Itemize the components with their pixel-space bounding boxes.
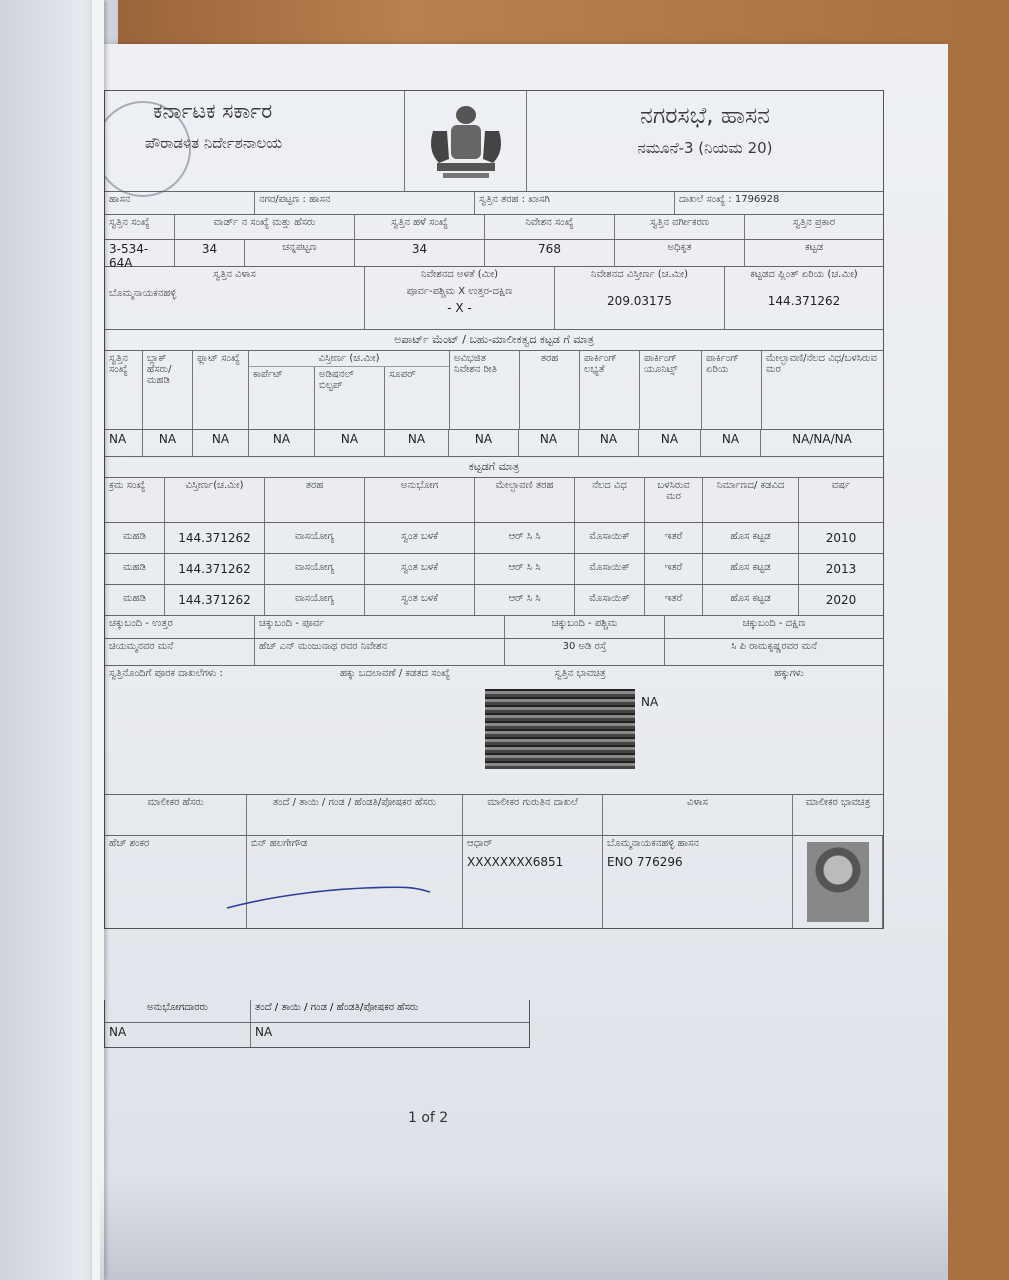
apt-col-type: ತರಹ <box>520 351 580 429</box>
municipality-title-block <box>527 91 883 191</box>
label-address: ಸ್ವತ್ತಿನ ವಿಳಾಸ <box>213 269 256 280</box>
apt-value: NA/NA/NA <box>792 432 852 446</box>
boundary-south-label: ಚಕ್ಕುಬಂದಿ - ದಕ್ಷಿಣ <box>742 618 806 629</box>
apartment-section-title: ಅಪಾರ್ಟ್ ಮೆಂಟ್ / ಬಹು-ಮಾಲೀಕತ್ವದ ಕಟ್ಟಡ ಗೆ ಮಾತ್ರ <box>105 330 883 351</box>
apt-col-additional: ಅಡಿಷನಲ್ ಬಿಲ್ಟಪ್ <box>315 367 385 429</box>
apartment-header-row <box>105 351 883 430</box>
apt-col-undivided: ಅವಿಭಜಿತ ನಿವೇಶನ ರೀತಿ <box>450 351 520 429</box>
state-emblem <box>405 91 527 191</box>
building-row <box>105 554 883 585</box>
bld-wood: ಇತರೆ <box>645 554 703 584</box>
address-cell <box>105 267 365 329</box>
occupant-col-name: ಅನುಭೋಗದಾರರು <box>105 1000 251 1022</box>
building-row <box>105 585 883 616</box>
bld-year: 2010 <box>825 531 857 545</box>
apt-area-title: ವಿಸ್ತೀರ್ಣ (ಚ.ಮೀ) <box>249 351 449 367</box>
bld-roof: ಆರ್ ಸಿ ಸಿ <box>475 585 575 615</box>
bld-wood: ಇತರೆ <box>645 523 703 553</box>
bld-roof: ಆರ್ ಸಿ ಸಿ <box>475 523 575 553</box>
info-row-3 <box>105 267 883 330</box>
apt-value: NA <box>519 430 579 456</box>
bld-col-usage: ಅನುಭೋಗ <box>365 478 475 522</box>
site-area-cell <box>555 267 725 329</box>
binder-edge <box>92 0 104 1280</box>
owner-parent: ಬಿನ್ ಹಲಗೇಗೌಡ <box>247 836 463 928</box>
bld-usage: ಸ್ವಂತ ಬಳಕೆ <box>365 523 475 553</box>
rights-cell <box>695 666 883 794</box>
owner-address: ಬೊಮ್ಮನಾಯಕನಹಳ್ಳಿ ಹಾಸನ <box>607 838 699 849</box>
directorate-title: ಪೌರಾಡಳಿತ ನಿರ್ದೇಶನಾಲಯ <box>145 134 283 152</box>
occupant-table <box>104 1000 530 1048</box>
site-area: 209.03175 <box>607 294 672 308</box>
apt-value: NA <box>385 430 449 456</box>
bld-type: ವಾಸಯೋಗ್ಯ <box>265 523 365 553</box>
apt-area-group <box>249 351 450 429</box>
apt-value: NA <box>449 430 519 456</box>
building-header-row <box>105 478 883 523</box>
property-type: ಸ್ವತ್ತಿನ ತರಹ : ಖಾಸಗಿ <box>475 192 675 214</box>
bld-area: 144.371262 <box>165 585 265 615</box>
occupant-name: NA <box>105 1023 251 1047</box>
boundary-north-label: ಚಕ್ಕುಬಂದಿ - ಉತ್ತರ <box>105 616 255 638</box>
label-site-area: ನಿವೇಶನದ ವಿಸ್ತೀರ್ಣ (ಚ.ಮೀ) <box>590 269 689 280</box>
owner-eno: ENO 776296 <box>607 855 683 869</box>
boundary-values-row <box>105 639 883 666</box>
supporting-docs-row <box>105 666 883 795</box>
bld-col-area: ವಿಸ್ತೀರ್ಣ(ಚ.ಮೀ) <box>165 478 265 522</box>
info-row-2-values <box>105 240 883 270</box>
bld-type: ವಾಸಯೋಗ್ಯ <box>265 585 365 615</box>
apt-col-parking-units: ಪಾರ್ಕಿಂಗ್ ಯೂನಿಟ್ಸ್ <box>640 351 702 429</box>
owner-col-parent: ತಂದೆ / ತಾಯಿ / ಗಂಡ / ಹೆಂಡತಿ/ಪೋಷಕರ ಹೆಸರು <box>247 795 463 835</box>
deed-label: ಹಕ್ಕು ಬದಲಾವಣೆ / ಕಡತದ ಸಂಖ್ಯೆ <box>339 668 450 679</box>
bld-floor: ಮಹಡಿ <box>105 523 165 553</box>
label-property-number: ಸ್ವತ್ತಿನ ಸಂಖ್ಯೆ <box>105 215 175 239</box>
bld-wood: ಇತರೆ <box>645 585 703 615</box>
boundary-north: ಚಿಯಮ್ಮನವರ ಮನೆ <box>105 639 255 665</box>
classification: ಅಧಿಕೃತ <box>615 240 745 266</box>
registration-number: ದಾಖಲೆ ಸಂಖ್ಯೆ : 1796928 <box>679 194 780 205</box>
supporting-docs-label: ಸ್ವತ್ತಿನೊಂದಿಗೆ ಪೂರಕ ದಾಖಲೆಗಳು : <box>109 668 223 679</box>
bld-col-serial: ಕ್ರಮ ಸಂಖ್ಯೆ <box>105 478 165 522</box>
owner-col-name: ಮಾಲೀಕರ ಹೆಸರು <box>105 795 247 835</box>
municipality-title: ನಗರಸಭೆ, ಹಾಸನ <box>640 103 770 129</box>
bld-year: 2013 <box>825 562 857 576</box>
occupant-values-row <box>105 1023 529 1047</box>
bld-floor: ಮಹಡಿ <box>105 554 165 584</box>
page-number: 1 of 2 <box>408 1110 449 1126</box>
apt-col-super: ಸೂಪರ್ <box>389 369 416 380</box>
bld-col-construction: ನಿರ್ಮಾಣದ/ ಕಡವಿದ <box>703 478 799 522</box>
owner-col-photo: ಮಾಲೀಕರ ಭಾವಚಿತ್ರ <box>805 797 871 808</box>
property-address: ಬೊಮ್ಮನಾಯಕನಹಳ್ಳಿ <box>109 288 177 299</box>
bld-floor-type: ಮೊಸಾಯಿಕ್ <box>575 585 645 615</box>
owner-name: ಹೆಚ್ ಶಂಕರ <box>105 836 247 928</box>
apartment-values-row <box>105 430 883 457</box>
dimension-value: - X - <box>447 301 472 315</box>
occupant-parent: NA <box>255 1025 273 1039</box>
bld-roof: ಆರ್ ಸಿ ಸಿ <box>475 554 575 584</box>
building-row <box>105 523 883 554</box>
info-row-2-labels <box>105 215 883 240</box>
boundary-south: ಸಿ ಪಿ ರಾಮಕೃಷ್ಣರವರ ಮನೆ <box>731 641 817 652</box>
bld-usage: ಸ್ವಂತ ಬಳಕೆ <box>365 585 475 615</box>
bld-type: ವಾಸಯೋಗ್ಯ <box>265 554 365 584</box>
property-photo-na: NA <box>641 695 659 709</box>
document-page <box>100 44 948 1280</box>
building-rows <box>105 523 883 616</box>
apt-value: NA <box>315 430 385 456</box>
rights-label: ಹಕ್ಕುಗಳು <box>774 668 804 679</box>
owner-photo-cell <box>793 836 883 928</box>
apt-col-flat: ಫ್ಲಾಟ್ ಸಂಖ್ಯೆ <box>193 351 249 429</box>
label-ward: ವಾರ್ಡ್ ನ ಸಂಖ್ಯೆ ಮತ್ತು ಹೆಸರು <box>175 215 355 239</box>
apt-value: NA <box>639 430 701 456</box>
bld-floor: ಮಹಡಿ <box>105 585 165 615</box>
signature <box>225 882 435 912</box>
town: ನಗರ/ಪಟ್ಟಣ : ಹಾಸನ <box>255 192 475 214</box>
emblem-icon <box>423 101 509 181</box>
property-photo-cell <box>465 666 695 794</box>
bld-construction: ಹೊಸ ಕಟ್ಟಡ <box>703 554 799 584</box>
ward-name: ಚನ್ನಪಟ್ಟಣ <box>245 240 355 266</box>
dimension-label: ಪೂರ್ವ-ಪಶ್ಚಿಮ X ಉತ್ತರ-ದಕ್ಷಿಣ <box>406 286 513 297</box>
bld-area: 144.371262 <box>165 523 265 553</box>
bld-construction: ಹೊಸ ಕಟ್ಟಡ <box>703 523 799 553</box>
property-photo <box>485 689 635 769</box>
label-classification: ಸ್ವತ್ತಿನ ವರ್ಗೀಕರಣ <box>615 215 745 239</box>
owner-col-id: ಮಾಲೀಕರ ಗುರುತಿನ ದಾಖಲೆ <box>463 795 603 835</box>
owner-id-type: ಆಧಾರ್ <box>467 838 493 849</box>
apt-value: NA <box>249 430 315 456</box>
government-title: ಕರ್ನಾಟಕ ಸರ್ಕಾರ <box>153 99 273 123</box>
apt-value: NA <box>143 430 193 456</box>
site-number: 768 <box>485 240 615 266</box>
apt-value: NA <box>105 430 143 456</box>
apt-value: NA <box>193 430 249 456</box>
property-form <box>104 90 884 929</box>
owner-id-cell <box>463 836 603 928</box>
supporting-docs-label-cell <box>105 666 325 794</box>
bld-floor-type: ಮೊಸಾಯಿಕ್ <box>575 554 645 584</box>
bld-col-year: ವರ್ಷ <box>831 480 851 491</box>
boundary-east: ಹೆಚ್ ಎನ್ ಮಂಜುನಾಥ ರವರ ನಿವೇಶನ <box>255 639 505 665</box>
ward-number: 34 <box>175 240 245 266</box>
apt-col-carpet: ಕಾರ್ಪೆಟ್ <box>249 367 315 429</box>
occupant-header-row <box>105 1000 529 1023</box>
form-number: ನಮೂನೆ-3 (ನಿಯಮ 20) <box>637 139 773 157</box>
label-property-kind: ಸ್ವತ್ತಿನ ಪ್ರಕಾರ <box>792 217 836 228</box>
bld-area: 144.371262 <box>165 554 265 584</box>
apt-value: NA <box>579 430 639 456</box>
form-header <box>105 91 883 192</box>
bld-construction: ಹೊಸ ಕಟ್ಟಡ <box>703 585 799 615</box>
owner-id-number: XXXXXXXX6851 <box>467 855 564 869</box>
bld-year: 2020 <box>825 593 857 607</box>
apt-col-roof-floor-wood: ಮೇಲ್ಛಾವಣಿ/ನೆಲದ ವಿಧ/ಬಳಸಿರುವ ಮರ <box>766 353 877 375</box>
occupant-col-parent: ತಂದೆ / ತಾಯಿ / ಗಂಡ / ಹೆಂಡತಿ/ಪೋಷಕರ ಹೆಸರು <box>255 1002 419 1013</box>
label-dimension: ನಿವೇಶನದ ಅಳತೆ (ಮೀ) <box>420 269 499 280</box>
apt-value: NA <box>701 430 761 456</box>
rubber-stamp <box>95 101 191 197</box>
government-title-block <box>105 91 405 191</box>
property-kind: ಕಟ್ಟಡ <box>804 242 824 253</box>
label-site-number: ನಿವೇಶನ ಸಂಖ್ಯೆ <box>485 215 615 239</box>
boundary-west-label: ಚಕ್ಕುಬಂದಿ - ಪಶ್ಚಿಮ <box>505 616 665 638</box>
apt-col-parking-availability: ಪಾರ್ಕಿಂಗ್ ಲಭ್ಯತೆ <box>580 351 640 429</box>
boundary-west: 30 ಅಡಿ ರಸ್ತೆ <box>505 639 665 665</box>
owner-header-row <box>105 795 883 836</box>
owner-address-cell <box>603 836 793 928</box>
apt-col-property-number: ಸ್ವತ್ತಿನ ಸಂಖ್ಯೆ <box>105 351 143 429</box>
bld-usage: ಸ್ವಂತ ಬಳಕೆ <box>365 554 475 584</box>
apt-col-parking-area: ಪಾರ್ಕಿಂಗ್ ಏರಿಯ <box>702 351 762 429</box>
label-plinth-area: ಕಟ್ಟಡದ ಪ್ಲಿಂತ್ ಏರಿಯ (ಚ.ಮೀ) <box>750 269 858 280</box>
apt-col-block: ಬ್ಲಾಕ್ ಹೆಸರು/ ಮಹಡಿ <box>143 351 193 429</box>
bld-col-floor: ನೆಲದ ವಿಧ <box>575 478 645 522</box>
bld-col-roof: ಮೇಲ್ಛಾವಣಿ ತರಹ <box>475 478 575 522</box>
bld-col-wood: ಬಳಸಿರುವ ಮರ <box>645 478 703 522</box>
bld-col-type: ತರಹ <box>265 478 365 522</box>
page-shadow <box>100 1180 948 1280</box>
owner-values-row <box>105 836 883 928</box>
boundary-east-label: ಚಕ್ಕುಬಂದಿ - ಪೂರ್ವ <box>255 616 505 638</box>
info-row-1 <box>105 192 883 215</box>
plinth-area: 144.371262 <box>767 294 841 308</box>
district: ಹಾಸನ <box>105 192 255 214</box>
property-number: 3-534-64A <box>105 240 175 266</box>
deed-cell <box>325 666 465 794</box>
dimension-cell <box>365 267 555 329</box>
property-photo-label: ಸ್ವತ್ತಿನ ಭಾವಚಿತ್ರ <box>554 668 606 679</box>
bld-floor-type: ಮೊಸಾಯಿಕ್ <box>575 523 645 553</box>
owner-photo <box>807 842 869 922</box>
plinth-area-cell <box>725 267 883 329</box>
owner-col-address: ವಿಳಾಸ <box>603 795 793 835</box>
building-section-title: ಕಟ್ಟಡಗೆ ಮಾತ್ರ <box>105 457 883 478</box>
label-old-number: ಸ್ವತ್ತಿನ ಹಳೆ ಸಂಖ್ಯೆ <box>355 215 485 239</box>
boundary-labels-row <box>105 616 883 639</box>
old-number: 34 <box>355 240 485 266</box>
